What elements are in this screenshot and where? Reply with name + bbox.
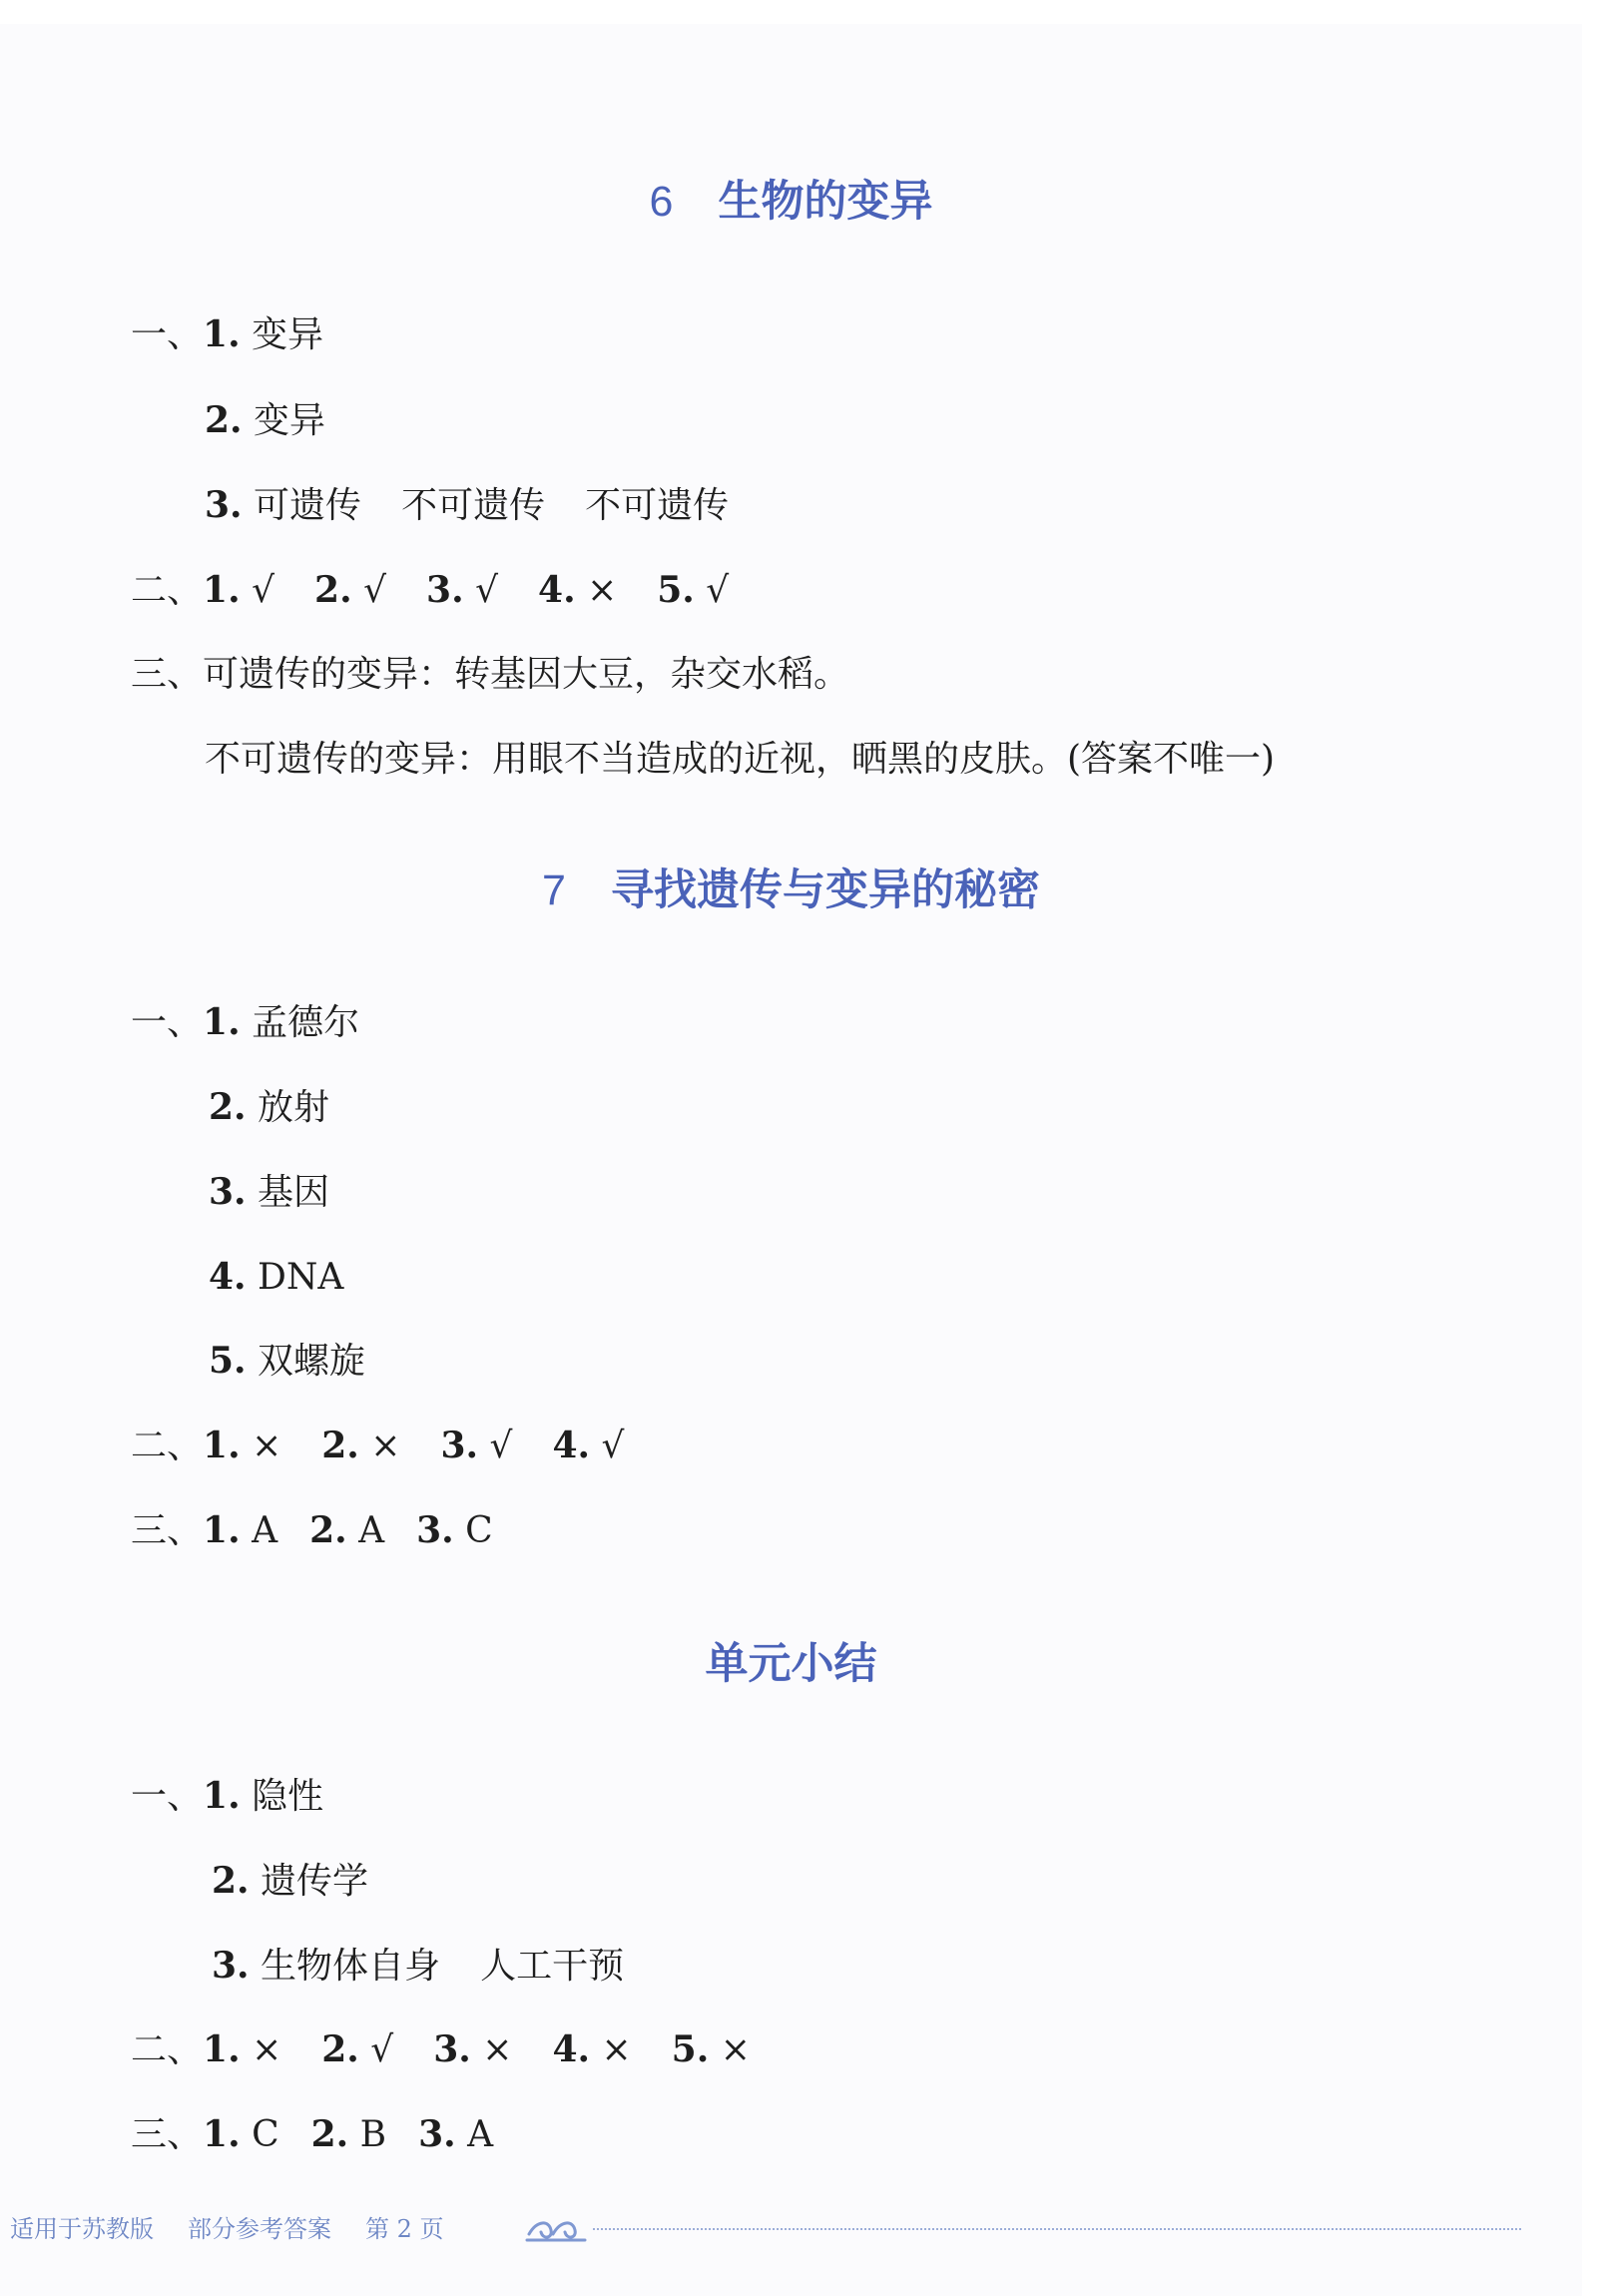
answer-text: 可遗传的变异：转基因大豆，杂交水稻。 [203, 654, 850, 695]
answer-line [131, 1421, 624, 1471]
answer-text: 基因 [258, 1172, 330, 1213]
answer-mark: √ [363, 570, 387, 611]
question-number: 1. [203, 569, 241, 611]
question-number: 2. [321, 2028, 359, 2070]
question-number: 1. [203, 2028, 241, 2070]
part-marker: 三、 [131, 654, 204, 695]
question-number: 5. [657, 569, 695, 611]
swirl-ornament-icon [525, 2212, 587, 2246]
answer-text: C [465, 1510, 493, 1551]
answer-text: 变异 [254, 400, 326, 441]
answer-text: 可遗传 [254, 485, 362, 526]
part-marker: 二、 [131, 2029, 204, 2070]
question-number: 3. [416, 1509, 454, 1551]
answer-line [209, 1082, 329, 1133]
part-marker: 三、 [131, 2114, 204, 2155]
answer-text: 遗传学 [261, 1861, 369, 1902]
answer-line [131, 1505, 493, 1556]
question-number: 2. [314, 569, 352, 611]
question-number: 2. [321, 1425, 359, 1466]
answer-mark: × [252, 1426, 282, 1466]
question-number: 1. [203, 2113, 241, 2155]
question-number: 3. [209, 1171, 247, 1213]
answer-text: DNA [258, 1257, 344, 1298]
section-title: 生物的变异 [718, 177, 933, 227]
answer-line [131, 565, 729, 616]
footer-page-number: 第 2 页 [365, 2215, 444, 2243]
answer-line [205, 735, 1275, 785]
question-number: 5. [671, 2028, 710, 2070]
answer-mark: √ [370, 2029, 394, 2070]
answer-text: 人工干预 [480, 1946, 625, 1987]
section-title: 寻找遗传与变异的秘密 [610, 865, 1040, 915]
answer-mark: × [720, 2029, 751, 2070]
answer-mark: √ [475, 570, 499, 611]
footer-edition: 适用于苏教版 [10, 2215, 154, 2243]
answer-text: 放射 [258, 1087, 330, 1128]
answer-text: 不可遗传的变异：用眼不当造成的近视，晒黑的皮肤。(答案不唯一) [205, 739, 1276, 780]
part-marker: 三、 [131, 1510, 204, 1551]
answer-text: A [358, 1510, 385, 1551]
answer-mark: × [587, 570, 618, 611]
question-number: 3. [440, 1425, 479, 1466]
question-number: 1. [203, 1001, 241, 1043]
question-number: 4. [552, 2028, 591, 2070]
footer-section: 部分参考答案 [188, 2215, 331, 2243]
question-number: 2. [212, 1860, 250, 1902]
answer-text: B [359, 2114, 387, 2155]
question-number: 2. [309, 1509, 347, 1551]
question-number: 3. [205, 484, 243, 526]
answer-mark: × [370, 1426, 401, 1466]
answer-line [131, 650, 849, 700]
footer-dotted-rule [593, 2228, 1521, 2230]
answer-text: 不可遗传 [401, 485, 546, 526]
answer-text: 不可遗传 [585, 485, 730, 526]
answer-line [209, 1252, 343, 1303]
answer-line [131, 1771, 323, 1822]
section-heading [0, 862, 1582, 918]
answer-text: 孟德尔 [252, 1002, 360, 1043]
section-number: 7 [542, 866, 566, 914]
answer-line [212, 1856, 368, 1907]
question-number: 3. [212, 1945, 250, 1987]
question-number: 5. [209, 1340, 247, 1382]
part-marker: 一、 [131, 314, 204, 355]
answer-text: A [252, 1510, 278, 1551]
question-number: 1. [203, 313, 241, 355]
question-number: 2. [310, 2113, 349, 2155]
question-number: 4. [552, 1425, 591, 1466]
answer-line [205, 480, 729, 531]
part-marker: 一、 [131, 1002, 204, 1043]
answer-mark: × [252, 2029, 282, 2070]
question-number: 4. [209, 1256, 247, 1298]
answer-text: C [252, 2114, 279, 2155]
question-number: 1. [203, 1425, 241, 1466]
answer-text: 隐性 [252, 1776, 324, 1817]
answer-text: 双螺旋 [258, 1341, 366, 1382]
question-number: 3. [418, 2113, 456, 2155]
answer-mark: × [601, 2029, 632, 2070]
answer-line [131, 2024, 751, 2075]
answer-line [212, 1941, 624, 1992]
answer-mark: × [482, 2029, 513, 2070]
page-footer [10, 2212, 478, 2246]
answer-line [131, 997, 359, 1048]
section-number: 6 [649, 178, 674, 226]
answer-mark: √ [601, 1426, 625, 1466]
section-title: 单元小结 [705, 1639, 877, 1689]
answer-text: 变异 [252, 314, 324, 355]
answer-page [0, 24, 1582, 2296]
answer-line [209, 1167, 329, 1218]
section-heading [0, 1636, 1582, 1692]
part-marker: 二、 [131, 1426, 204, 1466]
question-number: 1. [203, 1775, 241, 1817]
answer-line [209, 1336, 365, 1387]
part-marker: 二、 [131, 570, 204, 611]
question-number: 2. [205, 399, 243, 441]
answer-mark: √ [706, 570, 730, 611]
question-number: 4. [538, 569, 576, 611]
part-marker: 一、 [131, 1776, 204, 1817]
answer-mark: √ [252, 570, 275, 611]
question-number: 3. [433, 2028, 471, 2070]
section-heading [0, 174, 1582, 230]
answer-line [131, 2109, 493, 2160]
question-number: 1. [203, 1509, 241, 1551]
answer-line [131, 309, 323, 360]
answer-text: A [467, 2114, 494, 2155]
answer-mark: √ [489, 1426, 513, 1466]
question-number: 2. [209, 1086, 247, 1128]
answer-text: 生物体自身 [261, 1946, 441, 1987]
question-number: 3. [426, 569, 464, 611]
answer-line [205, 395, 325, 446]
